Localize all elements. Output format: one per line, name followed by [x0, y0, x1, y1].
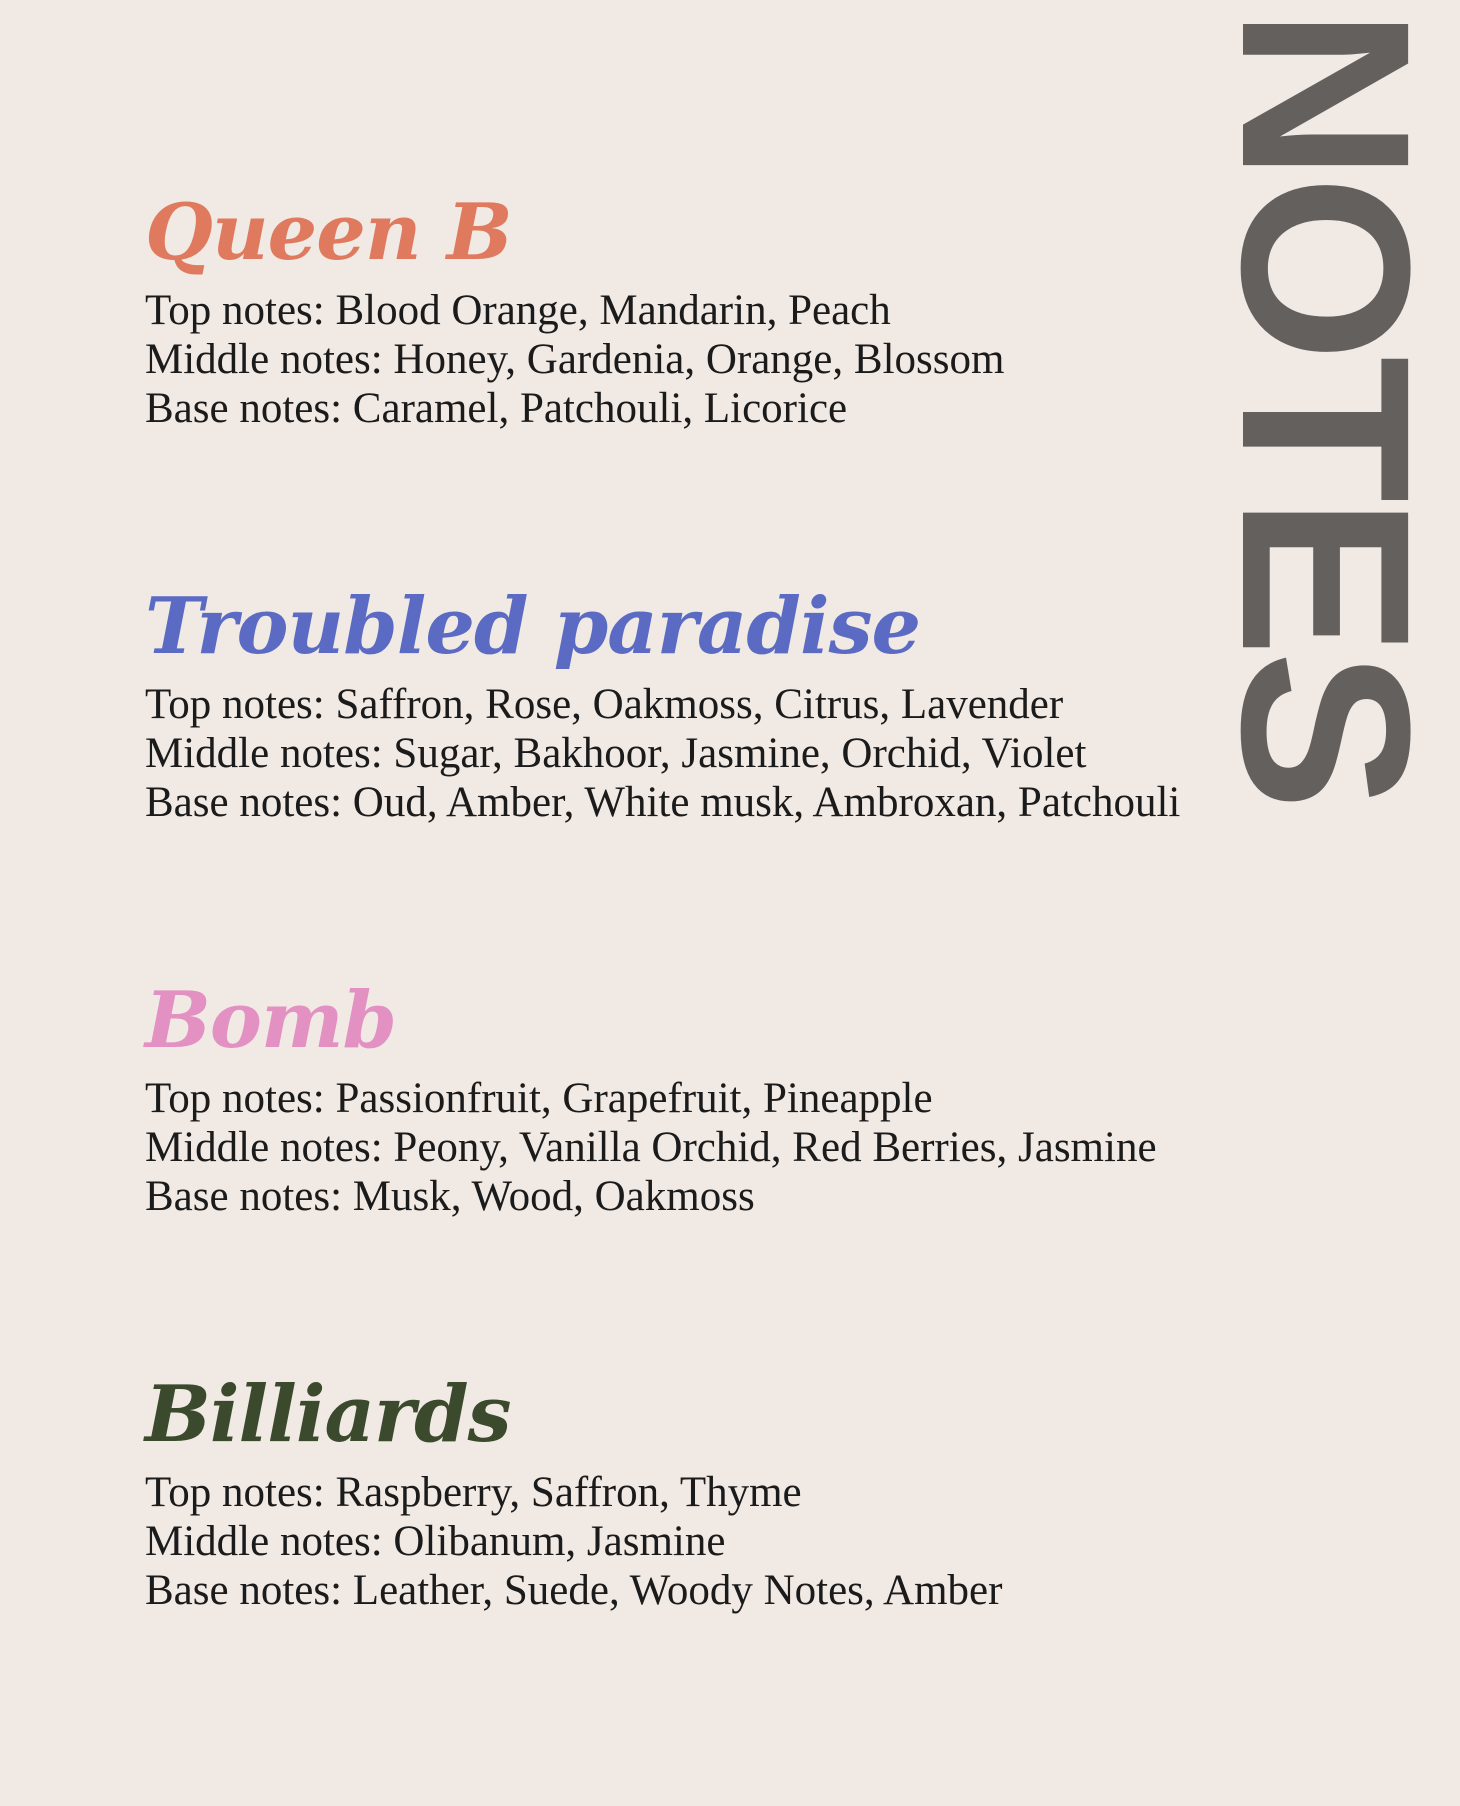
notes-list: [145, 1074, 1295, 1221]
base-notes: Base notes: Leather, Suede, Woody Notes, Amber: [145, 1567, 1003, 1614]
middle-notes: Middle notes: Honey, Gardenia, Orange, Blossom: [145, 336, 1005, 383]
top-notes: Top notes: Raspberry, Saffron, Thyme: [145, 1469, 802, 1516]
base-notes: Base notes: Oud, Amber, White musk, Ambroxan, Patchouli: [145, 779, 1181, 826]
fragrance-title: Queen B: [145, 187, 512, 278]
base-notes: Base notes: Caramel, Patchouli, Licorice: [145, 385, 848, 432]
notes-list: [145, 680, 1295, 827]
base-notes: Base notes: Musk, Wood, Oakmoss: [145, 1173, 755, 1220]
fragrance-title: Bomb: [145, 975, 397, 1066]
fragrance-section-bomb: [145, 976, 1295, 1221]
fragrance-section-troubled-paradise: [145, 582, 1295, 827]
notes-side-title-text: NOTES: [1192, 8, 1460, 805]
middle-notes: Middle notes: Sugar, Bakhoor, Jasmine, Orchid, Violet: [145, 730, 1087, 777]
notes-list: [145, 1468, 1295, 1615]
fragrance-title: Troubled paradise: [145, 581, 921, 672]
middle-notes: Middle notes: Olibanum, Jasmine: [145, 1518, 726, 1565]
top-notes: Top notes: Saffron, Rose, Oakmoss, Citrus, Lavender: [145, 681, 1064, 728]
top-notes: Top notes: Blood Orange, Mandarin, Peach: [145, 287, 891, 334]
notes-list: [145, 286, 1295, 433]
fragrance-section-billiards: [145, 1370, 1295, 1615]
top-notes: Top notes: Passionfruit, Grapefruit, Pineapple: [145, 1075, 933, 1122]
middle-notes: Middle notes: Peony, Vanilla Orchid, Red Berries, Jasmine: [145, 1124, 1157, 1171]
fragrance-title: Billiards: [145, 1369, 511, 1460]
fragrance-section-queen-b: [145, 188, 1295, 433]
